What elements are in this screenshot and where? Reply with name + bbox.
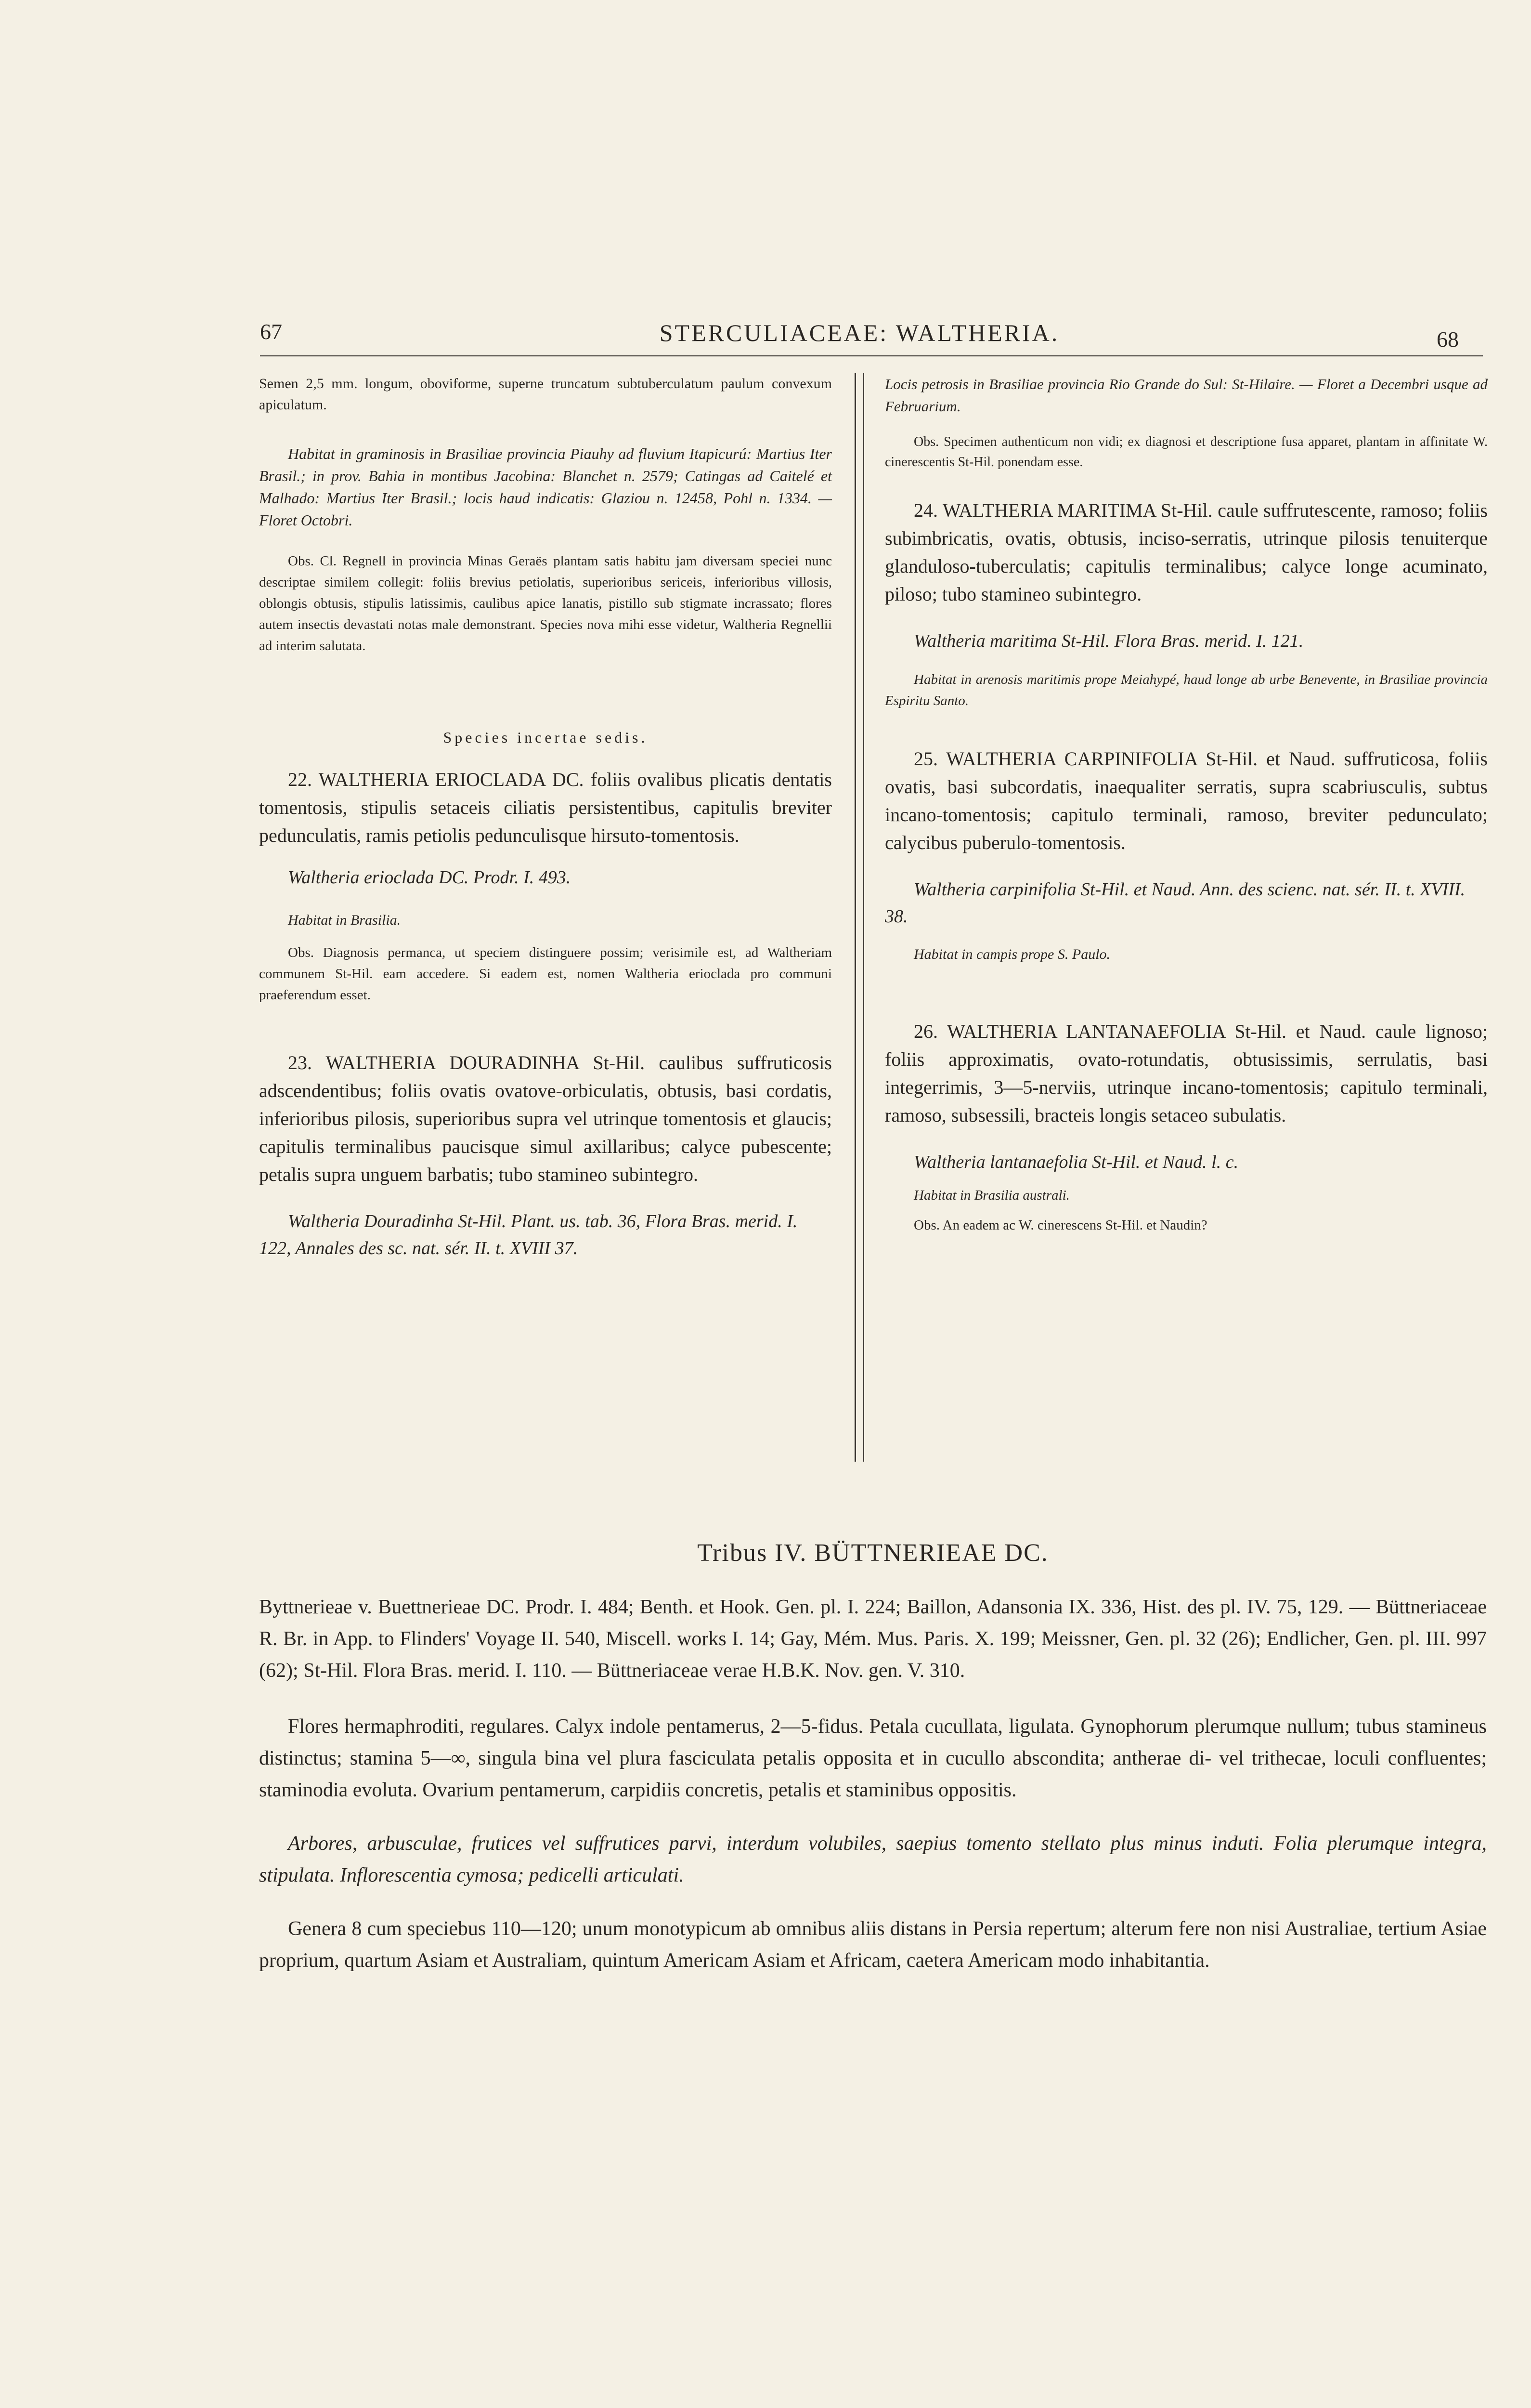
habitat-24: Habitat in arenosis maritimis prope Meiahypé, haud longe ab urbe Benevente, in Brasiliae provincia Espiritu Santo.	[885, 672, 1488, 708]
habitat-22: Habitat in Brasilia.	[288, 912, 401, 928]
right-column	[885, 373, 1488, 1235]
species-25: 25. WALTHERIA CARPINIFOLIA St-Hil. et Naud. suffruticosa, foliis ovatis, basi subcordatis, inaequaliter serratis, supra scabriusculis, subtus incano-tomentosis; capitulo terminali, ramoso, breviter pedunculato; calycibus puberulo-tomentosis.	[885, 748, 1488, 853]
habitat-25: Habitat in campis prope S. Paulo.	[914, 946, 1111, 962]
synonym-23: Waltheria Douradinha St-Hil. Plant. us. tab. 36, Flora Bras. merid. I. 122, Annales des sc. nat. sér. II. t. XVIII 37.	[259, 1211, 798, 1258]
page-number-right: 68	[1437, 327, 1459, 352]
obs-text: Obs. Cl. Regnell in provincia Minas Geraës plantam satis habitu jam diversam speciei nunc descriptae similem collegit: foliis brevius petiolatis, superioribus sericeis, inferioribus villosis, oblongis obtusis, stipulis latissimis, caulibus apice lanatis, pistillo sub stigmate incrassato; flores autem insectis devastati notas male demonstrant. Species nova mihi esse videtur, Waltheria Regnellii ad interim salutata.	[259, 553, 832, 654]
obs-right: Obs. Specimen authenticum non vidi; ex diagnosi et descriptione fusa apparet, plantam in affinitate W. cinerescentis St-Hil. ponendam esse.	[885, 434, 1488, 470]
left-column	[259, 373, 832, 1262]
species-24: 24. WALTHERIA MARITIMA St-Hil. caule suffrutescente, ramoso; foliis subimbricatis, ovatis, obtusis, inciso-serratis, utrinque pilosis tenuiterque glanduloso-tuberculatis; capitulis terminalibus; calyce longe acuminato, piloso; tubo stamineo subintegro.	[885, 499, 1488, 605]
tribus-arbores: Arbores, arbusculae, frutices vel suffrutices parvi, interdum volubiles, saepius tomento stellato plus minus induti. Folia plerumque integra, stipulata. Inflorescentia cymosa; pedicelli articulati.	[259, 1832, 1487, 1886]
tribus-genera: Genera 8 cum speciebus 110—120; unum monotypicum ab omnibus aliis distans in Persia repertum; alterum fere non nisi Australiae, tertium Asiae proprium, quartum Asiam et Australiam, quintum Americam Asiam et Africam, caetera Americam modo inhabitantia.	[259, 1918, 1487, 1972]
habitat-text: Habitat in graminosis in Brasiliae provincia Piauhy ad fluvium Itapicurú: Martius Iter Brasil.; in prov. Bahia in montibus Jacobina: Blanchet n. 2579; Catingas ad Caitelé et Malhado: Martius Iter Brasil.; locis haud indicatis: Glaziou n. 12458, Pohl n. 1334. — Floret Octobri.	[259, 445, 832, 529]
synonym-22: Waltheria erioclada DC. Prodr. I. 493.	[288, 867, 571, 888]
incertae-heading: Species incertae sedis.	[443, 729, 648, 746]
semen-text: Semen 2,5 mm. longum, oboviforme, superne truncatum subtuberculatum paulum convexum apiculatum.	[259, 376, 832, 413]
species-22: 22. WALTHERIA ERIOCLADA DC. foliis ovalibus plicatis dentatis tomentosis, stipulis setaceis ciliatis persistentibus, capitulis breviter pedunculatis, ramis petiolis pedunculisque hirsuto-tomentosis.	[259, 769, 832, 846]
header-rule	[260, 355, 1483, 356]
column-divider	[855, 373, 864, 1462]
tribus-section	[259, 1539, 1487, 1976]
species-23: 23. WALTHERIA DOURADINHA St-Hil. caulibus suffruticosis adscendentibus; foliis ovatis ovatove-orbiculatis, obtusis, basi cordatis, inferioribus pilosis, superioribus supra vel utrinque tomentosis et glaucis; capitulis terminalibus paucisque simul axillaribus; calyce pubescente; petalis supra unguem barbatis; tubo stamineo subintegro.	[259, 1052, 832, 1185]
obs-26: Obs. An eadem ac W. cinerescens St-Hil. et Naudin?	[914, 1217, 1207, 1233]
tribus-flores: Flores hermaphroditi, regulares. Calyx indole pentamerus, 2—5-fidus. Petala cucullata, ligulata. Gynophorum plerumque nullum; tubus stamineus distinctus; stamina 5—∞, singula bina vel plura fasciculata petalis opposita et in cucullo abscondita; antherae di- vel trithecae, loculi confluentes; staminodia evoluta. Ovarium pentamerum, carpidiis concretis, petalis et staminibus oppositis.	[259, 1715, 1487, 1801]
synonym-26: Waltheria lantanaefolia St-Hil. et Naud. l. c.	[914, 1152, 1239, 1172]
habitat-26: Habitat in Brasilia australi.	[914, 1188, 1070, 1203]
running-title: STERCULIACEAE: WALTHERIA.	[659, 319, 1060, 346]
tribus-synonymy: Byttnerieae v. Buettnerieae DC. Prodr. I. 484; Benth. et Hook. Gen. pl. I. 224; Baillon, Adansonia IX. 336, Hist. des pl. IV. 75, 129. — Büttneriaceae R. Br. in App. to Flinders' Voyage II. 540, Miscell. works I. 14; Gay, Mém. Mus. Paris. X. 199; Meissner, Gen. pl. 32 (26); Endlicher, Gen. pl. III. 997 (62); St-Hil. Flora Bras. merid. I. 110. — Büttneriaceae verae H.B.K. Nov. gen. V. 310.	[259, 1596, 1487, 1682]
species-26: 26. WALTHERIA LANTANAEFOLIA St-Hil. et Naud. caule lignoso; foliis approximatis, ovato-rotundatis, obtusissimis, serrulatis, basi integerrimis, 3—5-nerviis, utrinque incano-tomentosis; capitulo terminali, ramoso, subsessili, bracteis longis setaceo subulatis.	[885, 1021, 1488, 1126]
synonym-25: Waltheria carpinifolia St-Hil. et Naud. Ann. des scienc. nat. sér. II. t. XVIII. 38.	[885, 879, 1466, 927]
synonym-24: Waltheria maritima St-Hil. Flora Bras. merid. I. 121.	[914, 631, 1304, 651]
tribus-heading: Tribus IV. BÜTTNERIEAE DC.	[697, 1539, 1049, 1567]
page-number-left: 67	[260, 319, 282, 344]
running-header	[260, 319, 1459, 353]
locality-text: Locis petrosis in Brasiliae provincia Rio Grande do Sul: St-Hilaire. — Floret a Decembri usque ad Februarium.	[885, 376, 1488, 415]
obs-22: Obs. Diagnosis permanca, ut speciem distinguere possim; verisimile est, ad Waltheriam communem St-Hil. eam accedere. Si eadem est, nomen Waltheria erioclada pro communi praeferendum esset.	[259, 945, 832, 1003]
